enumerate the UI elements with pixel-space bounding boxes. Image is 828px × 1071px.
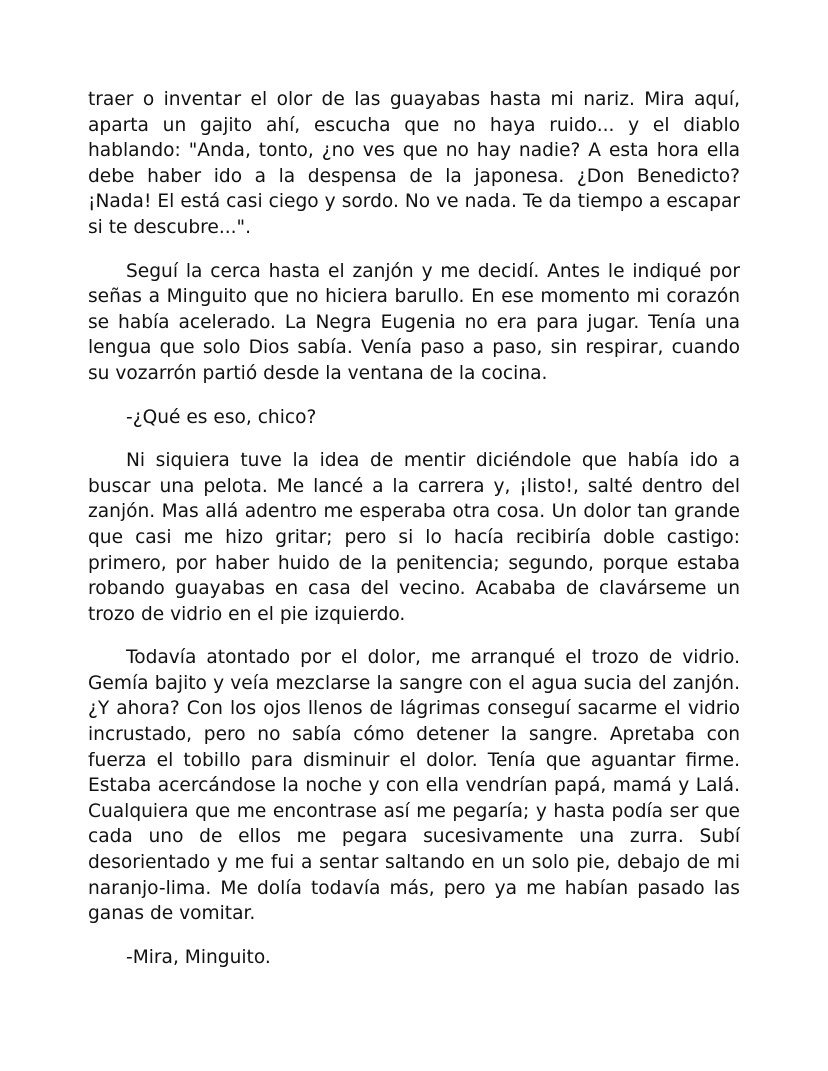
paragraph-glass: Ni siquiera tuve la idea de mentir diciéndole que había ido a buscar una pelota. Me lancé a la carrera y, ¡listo!, salté dentro del zanjón. Mas allá adentro me esperaba otra cosa. Un dolor tan grande que casi me hizo gritar; pero si lo hacía recibiría doble castigo: primero, por haber huido de la penitencia; segundo, porque estaba robando guayabas en casa del vecino. Acababa de clavárseme un trozo de vidrio en el pie izquierdo. <box>88 450 740 625</box>
paragraph-continuation: traer o inventar el olor de las guayabas hasta mi nariz. Mira aquí, aparta un gajito ahí, escucha que no haya ruido... y el diablo hablando: "Anda, tonto, ¿no ves que no hay nadie? A esta hora ella debe haber ido a la despensa de la japonesa. ¿Don Benedicto? ¡Nada! El está casi ciego y sordo. No ve nada. Te da tiempo a escapar si te descubre...". <box>88 89 740 238</box>
paragraph-fence: Seguí la cerca hasta el zanjón y me decidí. Antes le indiqué por señas a Minguito que no hiciera barullo. En ese momento mi corazón se había acelerado. La Negra Eugenia no era para jugar. Tenía una lengua que solo Dios sabía. Venía paso a paso, sin respirar, cuando su vozarrón partió desde la ventana de la cocina. <box>88 260 740 384</box>
paragraph-pain: Todavía atontado por el dolor, me arranqué el trozo de vidrio. Gemía bajito y veía mezclarse la sangre con el agua sucia del zanjón. ¿Y ahora? Con los ojos llenos de lágrimas conseguí sacarme el vidrio incrustado, pero no sabía cómo detener la sangre. Apretaba con fuerza el tobillo para disminuir el dolor. Tenía que aguantar firme. Estaba acercándose la noche y con ella vendrían papá, mamá y Lalá. Cualquiera que me encontrase así me pegaría; y hasta podía ser que cada uno de ellos me pegara sucesivamente una zurra. Subí desorientado y me fui a sentar saltando en un solo pie, debajo de mi naranjo-lima. Me dolía todavía más, pero ya me habían pasado las ganas de vomitar. <box>88 647 740 925</box>
paragraph-dialog-chico: -¿Qué es eso, chico? <box>126 406 317 428</box>
paragraph-dialog-minguito: -Mira, Minguito. <box>126 946 271 968</box>
document-page <box>88 87 740 988</box>
